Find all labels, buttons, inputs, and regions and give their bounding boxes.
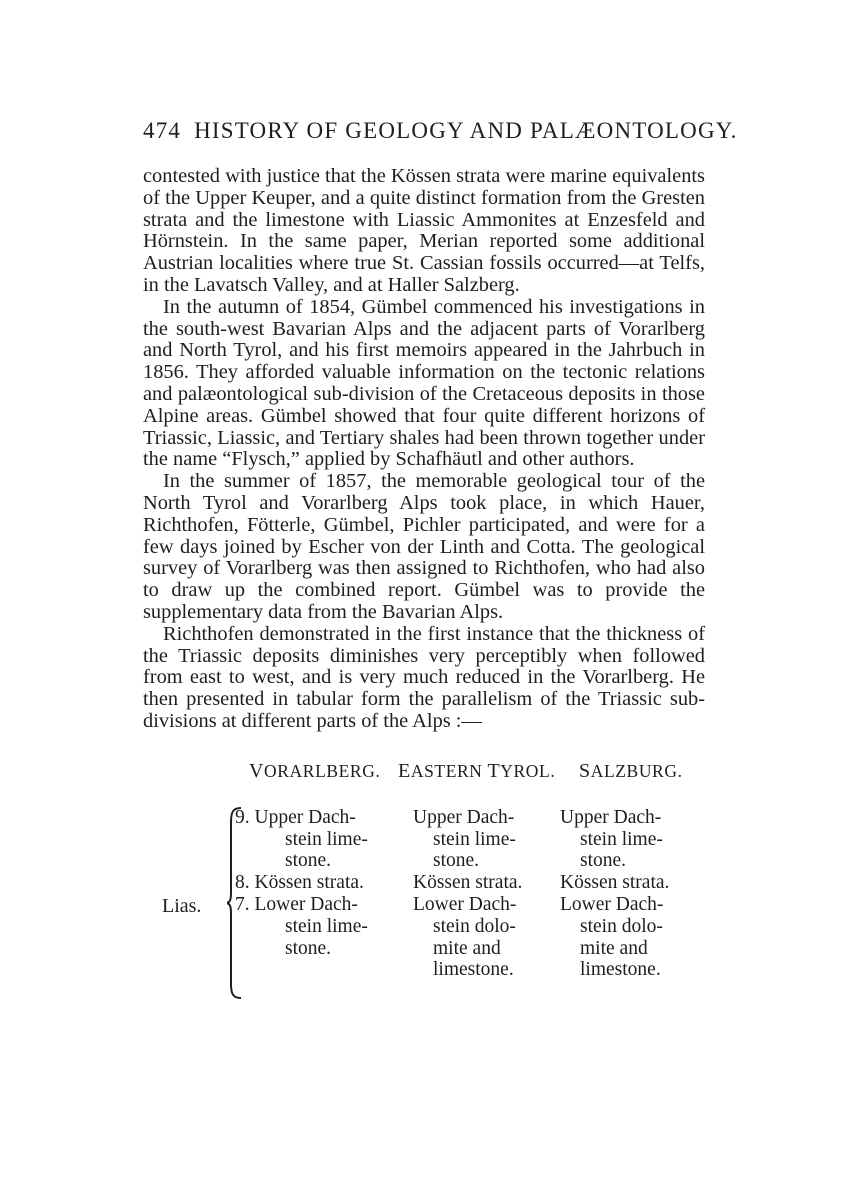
column-header-vorarlberg: VORARLBERG. xyxy=(249,759,381,782)
table-cell-vorarlberg-row3-line3: stone. xyxy=(285,937,332,959)
table-cell-salzburg-row3-line3: mite and xyxy=(580,937,648,959)
table-cell-salzburg-row1-line3: stone. xyxy=(580,850,627,872)
paragraph-1: contested with justice that the Kössen strata were marine equivalents of the Upper Keuper, and a quite distinct formation from the Gresten strata and the limestone with Liassic Ammonites at Enzesfeld and Hörnstein. In the same paper, Merian reported some additional Austrian localities where true St. Cassian fossils occurred—at Telfs, in the Lavatsch Valley, and at Haller Salzberg. xyxy=(143,165,705,296)
page-number: 474 xyxy=(143,118,182,143)
table-cell-eastern-tyrol-row3-line1: Lower Dach- xyxy=(413,893,517,915)
table-cell-salzburg-row3-line4: limestone. xyxy=(580,959,661,981)
table-cell-eastern-tyrol-row3-line2: stein dolo- xyxy=(433,915,516,937)
table-cell-eastern-tyrol-row1-line2: stein lime- xyxy=(433,828,516,850)
table-cell-salzburg-row1-line2: stein lime- xyxy=(580,828,663,850)
paragraph-2: In the autumn of 1854, Gümbel commenced his investigations in the south-west Bavarian Alps and the adjacent parts of Vorarlberg and North Tyrol, and his first memoirs appeared in the Jahrbuch in 1856. They afforded valuable information on the tectonic relations and palæontological sub-division of the Cretaceous deposits in those Alpine areas. Gümbel showed that four quite different horizons of Triassic, Liassic, and Tertiary shales had been thrown together under the name “Flysch,” applied by Schafhäutl and other authors. xyxy=(143,295,705,471)
table-cell-eastern-tyrol-row1-line1: Upper Dach- xyxy=(413,806,515,828)
table-cell-salzburg-row3-line2: stein dolo- xyxy=(580,915,663,937)
table-cell-salzburg-row2-line1: Kössen strata. xyxy=(560,872,670,894)
table-cell-vorarlberg-row1-line3: stone. xyxy=(285,850,332,872)
table-column-headers xyxy=(143,760,705,786)
table-cell-vorarlberg-row1-line2: stein lime- xyxy=(285,828,368,850)
table-cell-eastern-tyrol-row2-line1: Kössen strata. xyxy=(413,872,523,894)
column-header-salzburg: SALZBURG. xyxy=(579,759,683,782)
table-cell-salzburg-row3-line1: Lower Dach- xyxy=(560,893,664,915)
body-text xyxy=(143,166,705,733)
table-cell-eastern-tyrol-row1-line3: stone. xyxy=(433,850,480,872)
paragraph-4: Richthofen demonstrated in the first instance that the thickness of the Triassic deposits diminishes very perceptibly when followed from east to west, and is very much reduced in the Vorarlberg. He then presented in tabular form the parallelism of the Triassic sub-divisions at different parts of the Alps :— xyxy=(143,622,705,732)
paragraph-3: In the summer of 1857, the memorable geological tour of the North Tyrol and Vorarlberg Alps took place, in which Hauer, Richthofen, Fötterle, Gümbel, Pichler participated, and were for a few days joined by Escher von der Linth and Cotta. The geological survey of Vorarlberg was then assigned to Richthofen, who had also to draw up the combined report. Gümbel was to provide the supplementary data from the Bavarian Alps. xyxy=(143,470,705,623)
table-cell-vorarlberg-row3-line2: stein lime- xyxy=(285,915,368,937)
table-cell-vorarlberg-row1-line1: 9. Upper Dach- xyxy=(235,806,356,828)
table-cell-eastern-tyrol-row3-line4: limestone. xyxy=(433,959,514,981)
table-cell-vorarlberg-row3-line1: 7. Lower Dach- xyxy=(235,893,358,915)
triassic-parallel-table xyxy=(143,760,705,980)
book-page xyxy=(143,118,738,981)
running-title: HISTORY OF GEOLOGY AND PALÆONTOLOGY. xyxy=(194,118,738,143)
table-cell-eastern-tyrol-row3-line3: mite and xyxy=(433,937,501,959)
table-cell-salzburg-row1-line1: Upper Dach- xyxy=(560,806,662,828)
column-header-eastern-tyrol: EASTERN TYROL. xyxy=(398,759,556,782)
lias-label: Lias. xyxy=(162,894,202,917)
table-cell-vorarlberg-row2-line1: 8. Kössen strata. xyxy=(235,872,364,894)
running-head xyxy=(143,118,738,144)
